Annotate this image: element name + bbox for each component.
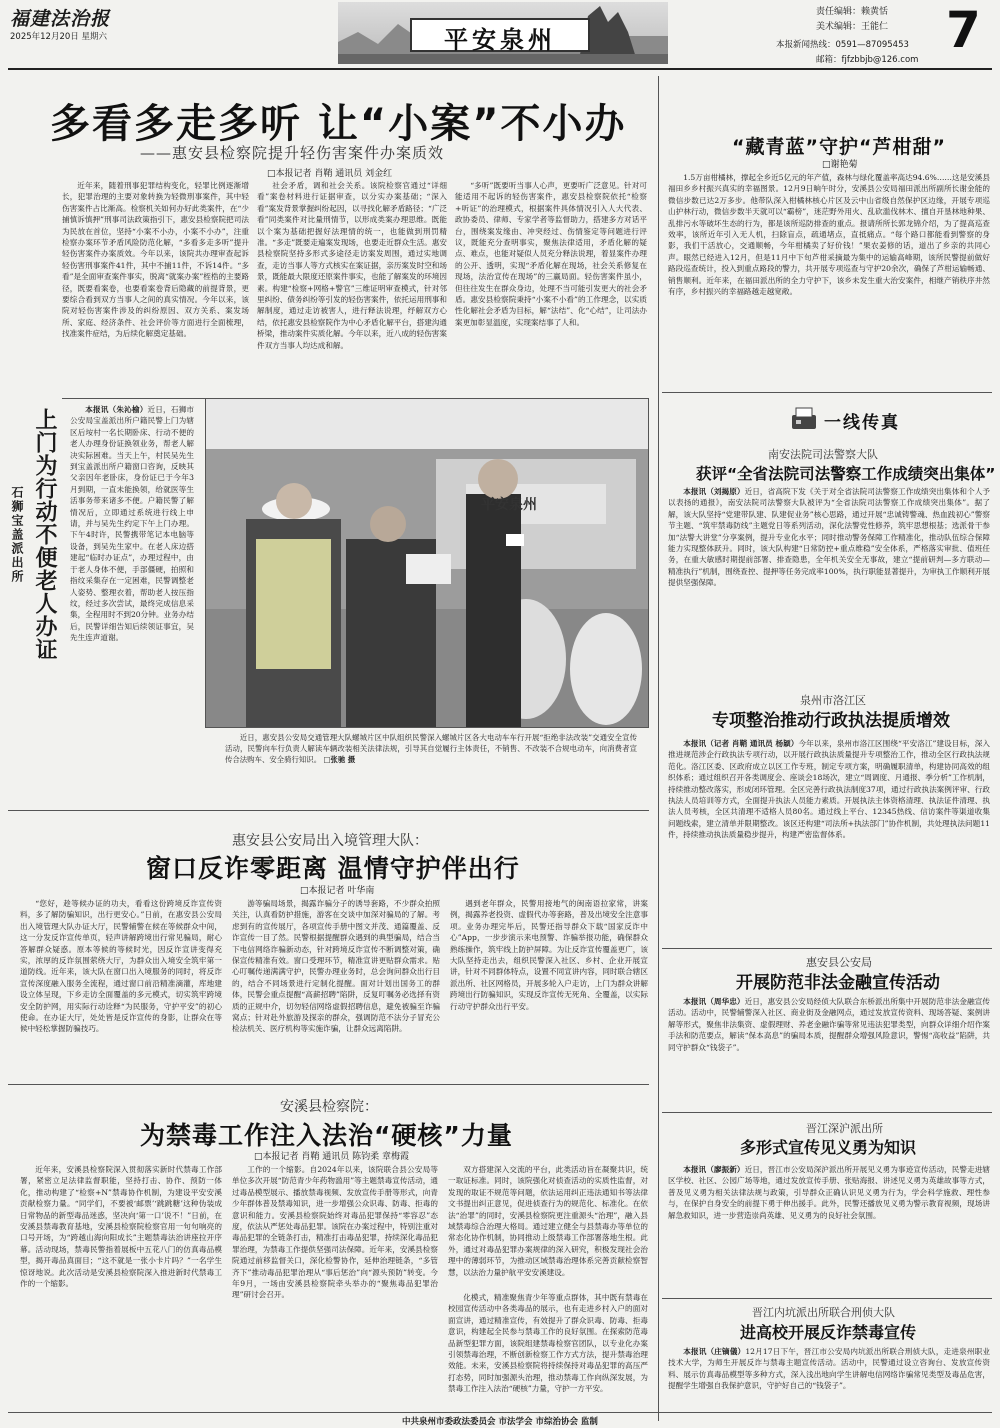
fax-rule-3	[662, 1112, 992, 1113]
photo-sign: 平安泉州	[481, 497, 537, 513]
fax-story-4-body: 本报讯（廖振新）近日，晋江市公安局深沪派出所开展见义勇为事迹宣传活动，民警走进辖区学校、社区、公园广场等地，通过发放宣传手册、张贴海报、讲述见义勇为英雄故事等方式，普及见义勇为相关法律法规与政策，引导群众正确认识见义勇为行为，学会科学施救、理性参与，在保护自身安全的前提下勇于伸出援手。此外，民警还播放见义勇为警示教育视频，现场讲解急救知识，进一步营造崇尚英雄、见义勇为的良好社会氛围。	[668, 1165, 990, 1220]
middle-col-2: 游等骗局场景，揭露诈骗分子的诱导套路，不少群众拍照关注，认真看防护措施，游客在交谈中加深对骗局的了解。考虑到有的宣传展厅，各项宣传手册中图文并茂、通篇覆盖、反诈宣传一目了然。民警根据提醒群众遇到的典型骗局，结合当下电信网络诈骗新动态，针对跨境反诈宣传不断调整对策，确保宣传精准有效。窗口受理环节，精准宣讲更贴群众需求。贴心叮嘱传递满满守护，民警办理业务时，总会询问群众出行目的，结合不同场景进行定制化提醒。面对计划出国务工的群体，民警会重点提醒“高薪招聘”陷阱，反复叮嘱务必选择有资质的正规中介，切勿轻信网络虚假招聘信息，避免被骗至诈骗窝点；针对赴外旅游及探亲的群众，强调防范不法分子冒充公检法机关、医疗机构等实施诈骗，让群众远离陷阱。	[232, 899, 440, 1034]
footer-credit: 中共泉州市委政法委员会 市法学会 市综治协会 监制	[402, 1417, 598, 1427]
right-top-rule	[662, 392, 992, 393]
lead-col-3: “多听”既要听当事人心声，更要听广泛意见。针对可能适用不起诉的轻伤害案件，惠安县检察院依托“检察+听证”的治理模式，根据案件具体情况引入人大代表、政协委员、律师、专家学者等监督助力，搭建多方对话平台，围绕案发缘由、冲突经过、伤情鉴定等问题进行评议，既能充分查明事实，聚焦法律适用，矛盾化解的疑点、难点，也能对疑似人员充分释法说理，着显案件办理的公开、透明，实现“矛盾化解在现场，社会关系修复在现场，法治宣传在现场”的三赢局面。轻伤害案件虽小，但往往发生在群众身边，处理不当可能引发更大的社会矛盾。惠安县检察院秉持“小案不小看”的工作理念，以实质性化解社会矛盾为目标，解“法结”、化“心结”，让司法办案更加彰显温度，实现案结事了人和。	[455, 181, 647, 327]
fax-story-2-body: 本报讯（记者 肖鞘 通讯员 杨颖）今年以来，泉州市洛江区围绕“平安洛江”建设目标，深入推进规范涉企行政执法专项行动，以开展行政执法质量提升专项整治工作，推动全区行政执法规范化。洛江区委、区政府成立以区工作专班，制定专项方案，明确履职清单，构建协同高效的组织体系；通过组织召开各类调度会、座谈会18场次，建立“周调度、月通报、季分析”工作机制，持续推动整改落实，形成闭环管理。全区完善行政执法制度37项，通过行政执法案例评审、行政执法人员培训等方式，全面提升执法人员能力素质。开展执法主体资格清理、执法证件清理、执法人员考核，全区共清理不适格人员80名。通过线上平台、12345热线、信访案件等渠道收集问题线索，建立清单并限期整改。该区还构建“司法所+执法部门”协作机制，共处理执法问题11件，持续推动执法质量稳步提升，构建严密监督体系。	[668, 739, 990, 840]
fax-story-3-title: 开展防范非法金融宣传活动	[736, 973, 940, 993]
fax-icon	[790, 406, 818, 432]
fax-story-4-kicker: 晋江深沪派出所	[806, 1122, 883, 1135]
fax-rule-4	[662, 1298, 992, 1299]
fax-banner	[790, 404, 930, 434]
middle-byline: □本报记者 叶华南	[300, 886, 375, 896]
footer-rule	[8, 1412, 992, 1413]
middle-title: 窗口反诈零距离 温情守护伴出行	[146, 854, 520, 883]
issue-date: 2025年12月20日 星期六	[10, 32, 107, 42]
bottom-byline: □本报记者 肖鞘 通讯员 陈钧柔 章梅霞	[254, 1152, 409, 1162]
lead-col-2: 社会矛盾，调和社会关系。该院检察官通过“详细看”案卷材料进行证据审查，以分实办案基础；“深入看”案发背景掌握纠纷起因，以寻找化解矛盾路径；“广泛看”同类案件对比量刑情节，以形成类案办理思维。既能以个案为基础把握好法理情的统一，也能做到刑罚精准。“多走”既要走遍案发现场，也要走近群众生活。惠安县检察院坚持多形式多途径走访案发周围，通过实地调查，走访当事人等方式核实在案证据，亲历案发时空和场景，既能最大限度还原案件事实，也能了解案发的环境因素。构建“检察+网格+警官”三维证明审查模式，针对邻里纠纷、债务纠纷等引发的轻伤害案件，依托运用刑事和解制度，通过走访被害人，进行释法说理，纾解双方心结，依托惠安县检察院作为中心矛盾化解平台，搭建沟通桥梁，推动案件实质化解。今年以来，近八成的轻伤害案件双方当事人均达成和解。	[257, 181, 447, 350]
middle-bottom-rule	[8, 1084, 649, 1085]
bottom-col-1: 近年来，安溪县检察院深入贯彻落实新时代禁毒工作部署，紧密立足法律监督职能，坚持打击、协作、预防一体化，推动构建了“检察+N”禁毒协作机制，为建设平安安溪贡献检察力量。“同学们，不要被‘邮票’‘跳跳糖’这种伪装成日常物品的新型毒品迷惑，坚决向‘第一口’说不！”日前，在安溪县禁毒教育基地，安溪县检察院检察官用一句句响亮的口号开场，为“跨越山海向阳成长”主题禁毒法治讲座拉开序幕。活动现场，禁毒民警指着展板中五花八门的仿真毒品模型，揭开毒品真面目；“这不就是一张小卡片吗？”一名学生惊讶地说。此次活动是安溪县检察院深入推进新时代禁毒工作的一个缩影。	[20, 1165, 222, 1289]
side-story-title: 上门为行动不便老人办证	[32, 408, 57, 661]
fax-story-1-body: 本报讯（刘揭原）近日，省高院下发《关于对全省法院司法警察工作成绩突出集体和个人予以表扬的通报》，南安法院司法警察大队被评为“全省法院司法警察工作成绩突出集体”。据了解，该大队坚持“党建带队建、队建促业务”核心思路，通过开展“忠诚铸警魂、热血践初心”警察节主题、“筑牢禁毒防线”主题党日等系列活动，深化法警党性修养，筑牢思想根基；选派骨干参加“法警大讲堂”分享案例，提升专业化水平；同时推动警务保障工作精准化，推动队伍综合保障能力实现整体跃升。同时，该大队构建“日常防控+重点维稳”安全体系，严格落实审批、值班任务，在重大敏感时期提前部署、排查隐患，全年机关安全无事故，建立“提前研判—多方联动—精准执行”机制，围绕查控、提押等任务完成率100%，执行职能显著提升，为审执工作顺利开展提供坚强保障。	[668, 487, 990, 588]
middle-col-1: “您好，趁等候办证的功夫，看看这份跨境反诈宣传资料，多了解防骗知识，出行更安心。”日前，在惠安县公安局出入境管理大队办证大厅，民警辅警在候在等候群众中间，这一分发反诈宣传单页，轻声讲解跨境出行常见骗局，耐心答解群众疑惑。原本等候的等候时光，因反诈宣讲变得充实，浓厚的反诈氛围萦绕大厅，为群众出入境安全筑牢第一道防线。近年来，该大队在窗口出入境服务的同时，将反诈宣传深度融入服务全流程，通过窗口前沿精准滴灌，库地建设立体呈现，下乡走访全面覆盖的多元模式，切实筑牢跨境安全防护网，用实际行动诠释“为民服务，守护平安”的初心使命。在办证大厅，处处皆是反诈宣传的身影，让群众在等候中轻松掌握防骗技巧。	[20, 899, 222, 1034]
masthead	[0, 0, 1000, 70]
photo-bottom-rule	[8, 810, 649, 811]
lead-col-1: 近年来，随着刑事犯罪结构变化，轻罪比例逐渐增长，犯罪治理的主要对象转换为轻微刑事案件，其中轻伤害案件占比渐高。检察机关如何办好此类案件，在“少捕慎诉慎押”刑事司法政策指引下，惠安县检察院把司法为民放在首位，坚持“小案不小办，小案不小办”，注重检察办案环节矛盾风险防范化解，“多看多走多听”提升轻伤害案件办案质效。今年以来，该院共办理审查起诉轻伤害刑事案件41件，其中不捕11件，不诉14件。“多看”是全面审查案件事实，脱离“就案办案”桎梏的主要路径，既要看案卷，也要看案卷背后隐藏的前提背景，更要综合看到双方当事人之间的真实情况。今年以来，该院对轻伤害案件涉及的纠纷原因、双方关系、案发场所、家庭、经济条件、社会评价等方面进行全面梳理，找准案件症结，为后续化解奠定基础。	[62, 181, 249, 339]
fax-story-1-kicker: 南安法院司法警察大队	[768, 448, 878, 461]
email: 邮箱：fjfzbbjb@126.com	[816, 55, 919, 65]
fax-story-2-title: 专项整治推动行政执法提质增效	[712, 711, 950, 731]
fax-story-5-body: 本报讯（庄镝儀）12月17日下午，晋江市公安局内坑派出所联合刑侦大队，走进泉州职业技术大学，为师生开展反诈与禁毒主题宣传活动。活动中，民警通过设立咨询台、发放宣传资料、展示仿真毒品模型等多种方式，深入浅出地向学生讲解电信网络诈骗常见类型及毒品危害，提醒学生增强自我保护意识，守护好自己的“钱袋子”。	[668, 1347, 990, 1391]
bottom-kicker: 安溪县检察院：	[280, 1099, 378, 1115]
side-story-body: 本报讯（朱沁榆）近日，石狮市公安局宝盖派出所户籍民警上门为辖区后垵村一名长期卧床、行动不便的老人办理身份证换领业务，帮老人解决实际困难。当天上午，村民吴先生到宝盖派出所户籍窗口咨询，反映其父亲因年老卧床，身份证已于今年3月到期，一直未能换领，给就医等生活事务带来诸多不便。户籍民警了解情况后，立即通过系统进行线上申请，并与吴先生约定下午上门办理。下午4时许，民警携带笔记本电脑等设备，到吴先生家中。在老人床边搭建起“临时办证点”，办理过程中，由于老人身体不便，手部僵硬，拍照和指纹采集存在一定困难，民警调整老人姿势、整理衣着，帮助老人按压指纹，经过多次尝试，最终完成信息采集，全程用时不到20分钟。业务办结后，民警详细告知后续领证事宜，吴先生连声道谢。	[70, 405, 194, 643]
paper-logo: 福建法治报	[10, 8, 111, 30]
fax-story-5-title: 进高校开展反诈禁毒宣传	[740, 1323, 917, 1342]
middle-col-3: 遇到老年群众，民警用接地气的闽南语拉家常，讲案例，揭露养老投资、虚假代办等套路，普及出境安全注意事项。业务办理完毕后，民警还指导群众下载“国家反诈中心”App，一步步演示来电预警、诈骗举报功能，确保群众熟练操作，筑牢线上防护屏障。为让反诈宣传覆盖更广，该大队坚持走出去，组织民警深入社区、乡村、企业开展宣讲，针对不同群体特点，设置不同宣讲内容，同时联合辖区派出所、社区网格员，开展多轮入户走访，上门为群众讲解跨境出行防骗知识，实现反诈宣传无死角、全覆盖，以实际行动守护群众出行平安。	[450, 899, 648, 1011]
fax-rule-2	[662, 948, 992, 949]
lead-byline: □本报记者 肖鞘 通讯员 刘金红	[267, 169, 393, 179]
fax-story-4-title: 多形式宣传见义勇为知识	[740, 1138, 917, 1157]
section-banner	[338, 2, 668, 64]
bottom-col-3: 双方搭建深入交流的平台，此类活动旨在凝聚共识，统一取证标准。同时，该院强化对侦查活动的实质性监督，对发现的取证不规范等问题，依法运用纠正违法通知书等法律文书提出纠正意见，促进侦查行为的规范化、标准化。在依法“治罪”的同时，安溪县检察院更注重源头“治理”，融入县域禁毒综合治理大格局。通过建立健全与县禁毒办等单位的常态化协作机制，协同推动上级禁毒工作部署落地生根。此外，通过对毒品犯罪办案规律的深入研究，积极发现社会治理中的薄弱环节，为推动区域禁毒治理体系完善贡献检察智慧，以法治力量护航平安安溪建设。	[448, 1165, 648, 1277]
middle-kicker: 惠安县公安局出入境管理大队：	[232, 833, 428, 849]
right-top-body: 1.5万亩柑橘林，撑起全乡近5亿元的年产值，森林与绿化覆盖率高达94.6%……这是安溪县福田乡乡村振兴真实的幸福图景。12月9日晌午时分，安溪县公安局福田派出所副所长谢金能的微信步数已达2万多步。他带队深入柑橘林核心片区及云中山省级自然保护区边缘，开展专项巡山护林行动，微信步数半天就可以“霸榜”，迷茫野外用火、乱砍滥伐林木、擅自开垦林地种果、乱排污水等破坏生态的行为，都是该所巡防排查的重点。报请所所长郭龙锦介绍，为了提高巡查效率，该所近年引入无人机，扫除盲点，疏通堵点，直抵痛点。“每个路口都能看到警察的身影，我们干活放心，交通顺畅，今年柑橘卖了好价钱！”果农姜修的话，道出了乡亲的共同心声。眼然已经进入12月，但是11月中下旬芦柑采摘最为集中的运输高峰期，该所民警提前做好路段巡查统计，投入到重点路段的警力，共开展专项巡查与守护20余次，确保了芦柑运输畅通、销售顺利。近年来，在福田派出所的全力守护下，该乡未发生重大治安案件，相继产销秩序井然有序，乡村振兴的幸福路越走越宽敞。	[668, 173, 990, 297]
bottom-title: 为禁毒工作注入法治“硬核”力量	[140, 1121, 513, 1150]
art-editor: 美术编辑：王能仁	[816, 22, 889, 32]
fax-banner-label: 一线传真	[824, 413, 900, 433]
column-divider	[658, 76, 659, 1421]
section-title: 平安泉州	[444, 26, 556, 54]
bottom-col-2: 工作的一个缩影。自2024年以来，该院联合县公安局等单位多次开展“防范青少年药物滥用”等主题禁毒宣传活动，通过毒品模型展示、播放禁毒视频、发放宣传手册等形式，向青少年群体普及禁毒知识，进一步增强公众识毒、防毒、拒毒的意识和能力。安溪县检察院始终对毒品犯罪保持“零容忍”态度，依法从严惩处毒品犯罪。该院在办案过程中，特别注重对毒品犯罪的全链条打击，精准打击毒品犯罪，持续深化毒品犯罪治理，为禁毒工作提供坚强司法保障。近年来，安溪县检察院通过前移监督关口，深化检警协作，延伸治理链条，“多管齐下”推动毒品犯罪治理从“事后惩治”向“源头预防”转变。今年9月，一场由安溪县检察院牵头举办的“聚焦毒品犯罪治理”研讨会召开。	[232, 1165, 438, 1300]
hotline: 本报新闻热线：0591—87095453	[776, 40, 909, 50]
right-top-byline: □谢艳菊	[822, 160, 858, 170]
right-top-title: “藏青蓝”守护“芦柑甜”	[732, 136, 946, 158]
editor: 责任编辑：赖黄恬	[816, 7, 889, 17]
photo-scene-icon	[206, 399, 649, 728]
page-number: 7	[946, 1, 981, 59]
fax-story-3-kicker: 惠安县公安局	[806, 956, 872, 969]
fax-story-3-body: 本报讯（周华忠）近日，惠安县公安局经侦大队联合东桥派出所集中开展防范非法金融宣传活动。活动中，民警辅警深入社区、商业街及金融网点，通过发放宣传资料、现场答疑、案例讲解等形式，聚焦非法集资、虚假理财、养老金融诈骗等常见违法犯罪类型，向群众详细介绍作案手法和防范要点，解读“保本高息”的骗局本质，提醒群众增强风险意识，警惕“高收益”陷阱，共同守护群众“钱袋子”。	[668, 997, 990, 1052]
fax-story-1-title: 获评“全省法院司法警察工作成绩突出集体”	[696, 465, 996, 483]
side-story-kicker: 石狮宝盖派出所	[10, 486, 24, 584]
lead-title: 多看多走多听 让“小案”不小办	[50, 101, 627, 147]
news-photo	[205, 398, 649, 728]
masthead-rule	[8, 68, 992, 70]
fax-story-5-kicker: 晋江内坑派出所联合刑侦大队	[752, 1306, 895, 1319]
fax-story-2-kicker: 泉州市洛江区	[800, 694, 866, 707]
lead-subtitle: ——惠安县检察院提升轻伤害案件办案质效	[140, 144, 445, 162]
photo-caption: 近日，惠安县公安局交通管理大队螺城片区中队组织民警深入螺城片区各大电动车车行开展“拒绝非法改装”交通安全宣传活动，民警向车行负责人解读车辆改装相关法律法规，引导其自觉履行主体责任，不销售、不改装不合规电动车，向消费者宣传合法购车、安全骑行知识。 □张驰 摄	[225, 733, 637, 764]
bottom-col-4: 化模式，精准聚焦青少年等重点群体，其中既有禁毒在校园宣传活动中各类毒品的展示，也有走进乡村入户的面对面宣讲，通过精准宣传，有效提升了群众识毒、防毒、拒毒意识，构建起全民参与禁毒工作的良好氛围。在探索防范毒品新型犯罪方面，该院组建禁毒检察官团队，以专业化办案引领禁毒治理，不断创新检察工作方式方法，提升禁毒治理效能。未来，安溪县检察院将持续保持对毒品犯罪的高压严打态势，同时加强源头治理，推动禁毒工作向纵深发展，为禁毒工作注入法治“硬核”力量，守护一方平安。	[448, 1293, 648, 1394]
